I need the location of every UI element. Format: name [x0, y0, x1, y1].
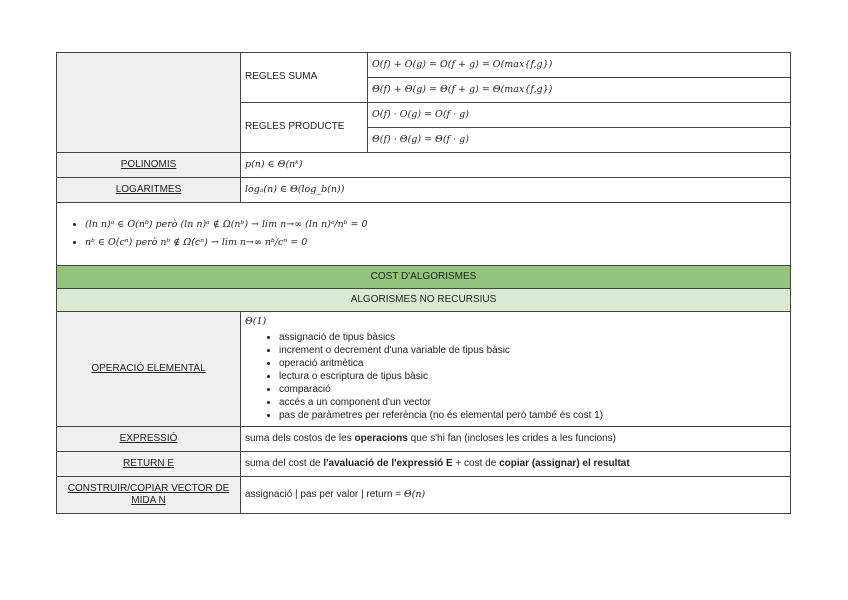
construir-content: assignació | pas per valor | return = Θ(n): [241, 477, 791, 514]
polinomis-row: [57, 153, 791, 178]
section-row: [57, 266, 791, 289]
elemental-content: [241, 312, 791, 427]
notes-list: [61, 219, 786, 249]
logaritmes-label: LOGARITMES: [57, 178, 241, 203]
blank-header-cell: [57, 53, 241, 153]
list-item: • increment o decrement d'una variable de tipus bàsic: [279, 344, 786, 357]
list-item: • operació aritmètica: [279, 357, 786, 370]
expressio-label: EXPRESSIÓ: [57, 427, 241, 452]
sum-rule-row-1: [57, 53, 791, 78]
sum-rule-formula-2: Θ(f) + Θ(g) = Θ(f + g) = Θ(max{f,g}): [368, 78, 791, 103]
expressio-content: suma dels costos de les operacions que s'hi fan (incloses les crides a les funcions): [241, 427, 791, 452]
return-row: [57, 452, 791, 477]
elemental-cost: Θ(1): [245, 316, 267, 328]
list-item: • lectura o escriptura de tipus bàsic: [279, 370, 786, 383]
sum-rule-label: REGLES SUMA: [241, 53, 368, 103]
sum-rule-formula-1: O(f) + O(g) = O(f + g) = O(max{f,g}): [368, 53, 791, 78]
elemental-row: [57, 312, 791, 427]
notes-row: [57, 203, 791, 266]
return-content: suma del cost de l'avaluació de l'expressió E + cost de copiar (assignar) el resultat: [241, 452, 791, 477]
construir-label: CONSTRUIR/COPIAR VECTOR DE MIDA N: [57, 477, 241, 514]
list-item: • assignació de tipus bàsics: [279, 331, 786, 344]
product-rule-formula-1: O(f) · O(g) = O(f · g): [368, 103, 791, 128]
note-item: • (ln n)ᵃ ∈ O(nᵇ) però (ln n)ᵃ ∉ Ω(nᵇ) → lim n→∞ (ln n)ᵃ/nᵇ = 0: [85, 219, 786, 231]
list-item: • accés a un component d'un vector: [279, 396, 786, 409]
product-rule-formula-2: Θ(f) · Θ(g) = Θ(f · g): [368, 128, 791, 153]
product-rule-label: REGLES PRODUCTE: [241, 103, 368, 153]
note-item: • nᵇ ∈ O(cⁿ) però nᵇ ∉ Ω(cⁿ) → lim n→∞ nᵇ/cⁿ = 0: [85, 237, 786, 249]
list-item: • pas de paràmetres per referència (no és elemental però també és cost 1): [279, 409, 786, 422]
return-label: RETURN E: [57, 452, 241, 477]
subsection-title: ALGORISMES NO RECURSIUS: [57, 289, 791, 312]
logaritmes-row: [57, 178, 791, 203]
notes-table: [56, 52, 791, 514]
construir-row: [57, 477, 791, 514]
notes-cell: [57, 203, 791, 266]
section-title: COST D'ALGORISMES: [57, 266, 791, 289]
expressio-row: [57, 427, 791, 452]
polinomis-label: POLINOMIS: [57, 153, 241, 178]
polinomis-formula: p(n) ∈ Θ(nᵏ): [241, 153, 791, 178]
logaritmes-formula: logₐ(n) ∈ Θ(log_b(n)): [241, 178, 791, 203]
elemental-label: OPERACIÓ ELEMENTAL: [57, 312, 241, 427]
elemental-list: [245, 331, 786, 422]
subsection-row: [57, 289, 791, 312]
list-item: • comparació: [279, 383, 786, 396]
